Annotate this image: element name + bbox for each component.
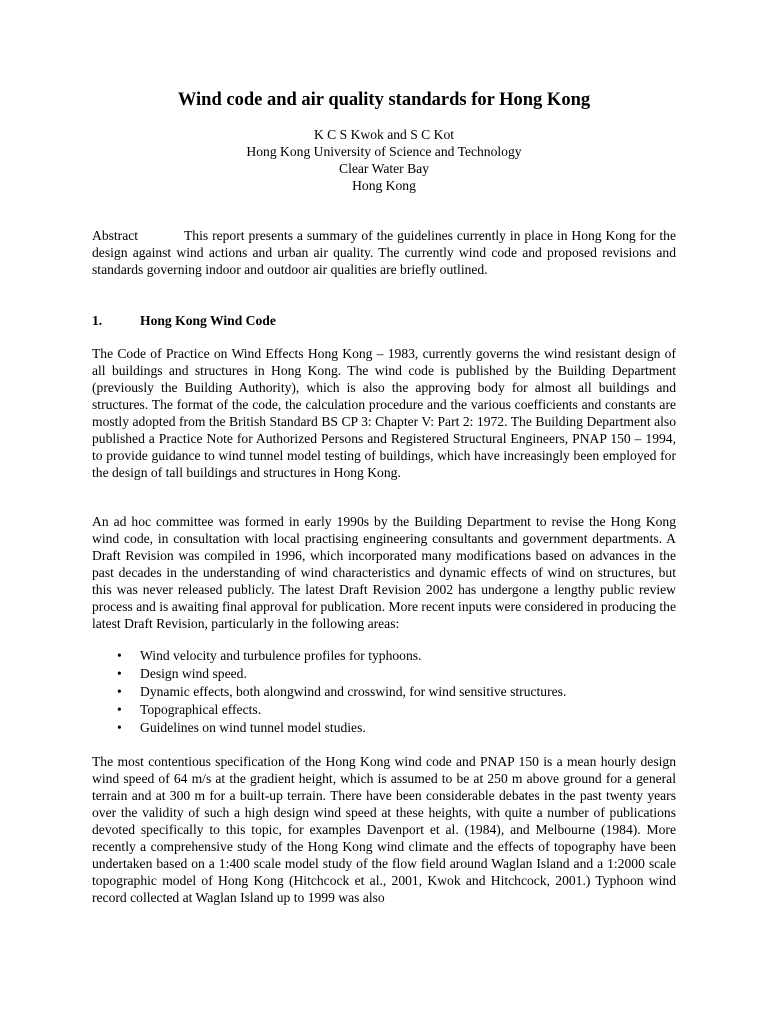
paragraph-3: The most contentious specification of the Hong Kong wind code and PNAP 150 is a mean hourly design wind speed of 64 m/s at the gradient height, which is assumed to be at 250 m above ground for a general terrain and at 300 m for a built-up terrain. There have been considerable debates in the past twenty years over the validity of such a high design wind speed at these heights, with quite a number of publications devoted specifically to this topic, for examples Davenport et al. (1984), and Melbourne (1984). More recently a comprehensive study of the Hong Kong wind climate and the effects of topography have been undertaken based on a 1:400 scale model study of the flow field around Waglan Island and a 1:2000 scale topographic model of Hong Kong (Hitchcock et al., 2001, Kwok and Hitchcock, 2001.) Typhoon wind record collected at Waglan Island up to 1999 was also: [92, 754, 676, 905]
document-title: Wind code and air quality standards for Hong Kong: [177, 90, 591, 110]
bullet-icon: •: [117, 720, 122, 735]
list-item: [92, 719, 676, 737]
bullet-icon: •: [117, 648, 122, 663]
list-item: [92, 647, 676, 665]
list-item-text: Dynamic effects, both alongwind and crosswind, for wind sensitive structures.: [140, 684, 567, 699]
author-block: [92, 126, 676, 194]
list-item-text: Topographical effects.: [140, 702, 262, 717]
list-item: [92, 701, 676, 719]
section-number: 1.: [92, 313, 103, 328]
list-item-text: Wind velocity and turbulence profiles for typhoons.: [140, 648, 422, 663]
bullet-icon: •: [117, 666, 122, 681]
abstract-label: Abstract: [92, 228, 139, 243]
list-item: [92, 665, 676, 683]
bullet-list: [92, 647, 676, 737]
bullet-icon: •: [117, 702, 122, 717]
bullet-icon: •: [117, 684, 122, 699]
author-names: K C S Kwok and S C Kot: [313, 127, 455, 142]
section-heading: [92, 312, 676, 329]
author-affiliation: Hong Kong University of Science and Technology: [246, 144, 522, 159]
list-item-text: Guidelines on wind tunnel model studies.: [140, 720, 366, 735]
address-line-1: Clear Water Bay: [339, 161, 429, 176]
list-item-text: Design wind speed.: [140, 666, 247, 681]
section-title: Hong Kong Wind Code: [140, 313, 276, 328]
abstract: [92, 227, 676, 278]
list-item: [92, 683, 676, 701]
address-line-2: Hong Kong: [352, 178, 416, 193]
paragraph-2: An ad hoc committee was formed in early 1990s by the Building Department to revise the Hong Kong wind code, in consultation with local practising engineering consultants and government departments. A Draft Revision was compiled in 1996, which incorporated many modifications based on advances in the past decades in the understanding of wind characteristics and dynamic effects of wind on structures, but this was never released publicly. The latest Draft Revision 2002 has undergone a lengthy public review process and is awaiting final approval for publication. More recent inputs were considered in producing the latest Draft Revision, particularly in the following areas:: [92, 514, 676, 631]
abstract-text: This report presents a summary of the guidelines currently in place in Hong Kong for the design against wind actions and urban air quality. The currently wind code and proposed revisions and standards governing indoor and outdoor air qualities are briefly outlined.: [92, 228, 676, 277]
paragraph-1: The Code of Practice on Wind Effects Hong Kong – 1983, currently governs the wind resistant design of all buildings and structures in Hong Kong. The wind code is published by the Building Department (previously the Building Authority), which is also the approving body for almost all buildings and structures. The format of the code, the calculation procedure and the various coefficients and constants are mostly adopted from the British Standard BS CP 3: Chapter V: Part 2: 1972. The Building Department also published a Practice Note for Authorized Persons and Registered Structural Engineers, PNAP 150 – 1994, to provide guidance to wind tunnel model testing of buildings, which have increasingly been employed for the design of tall buildings and structures in Hong Kong.: [92, 346, 676, 480]
